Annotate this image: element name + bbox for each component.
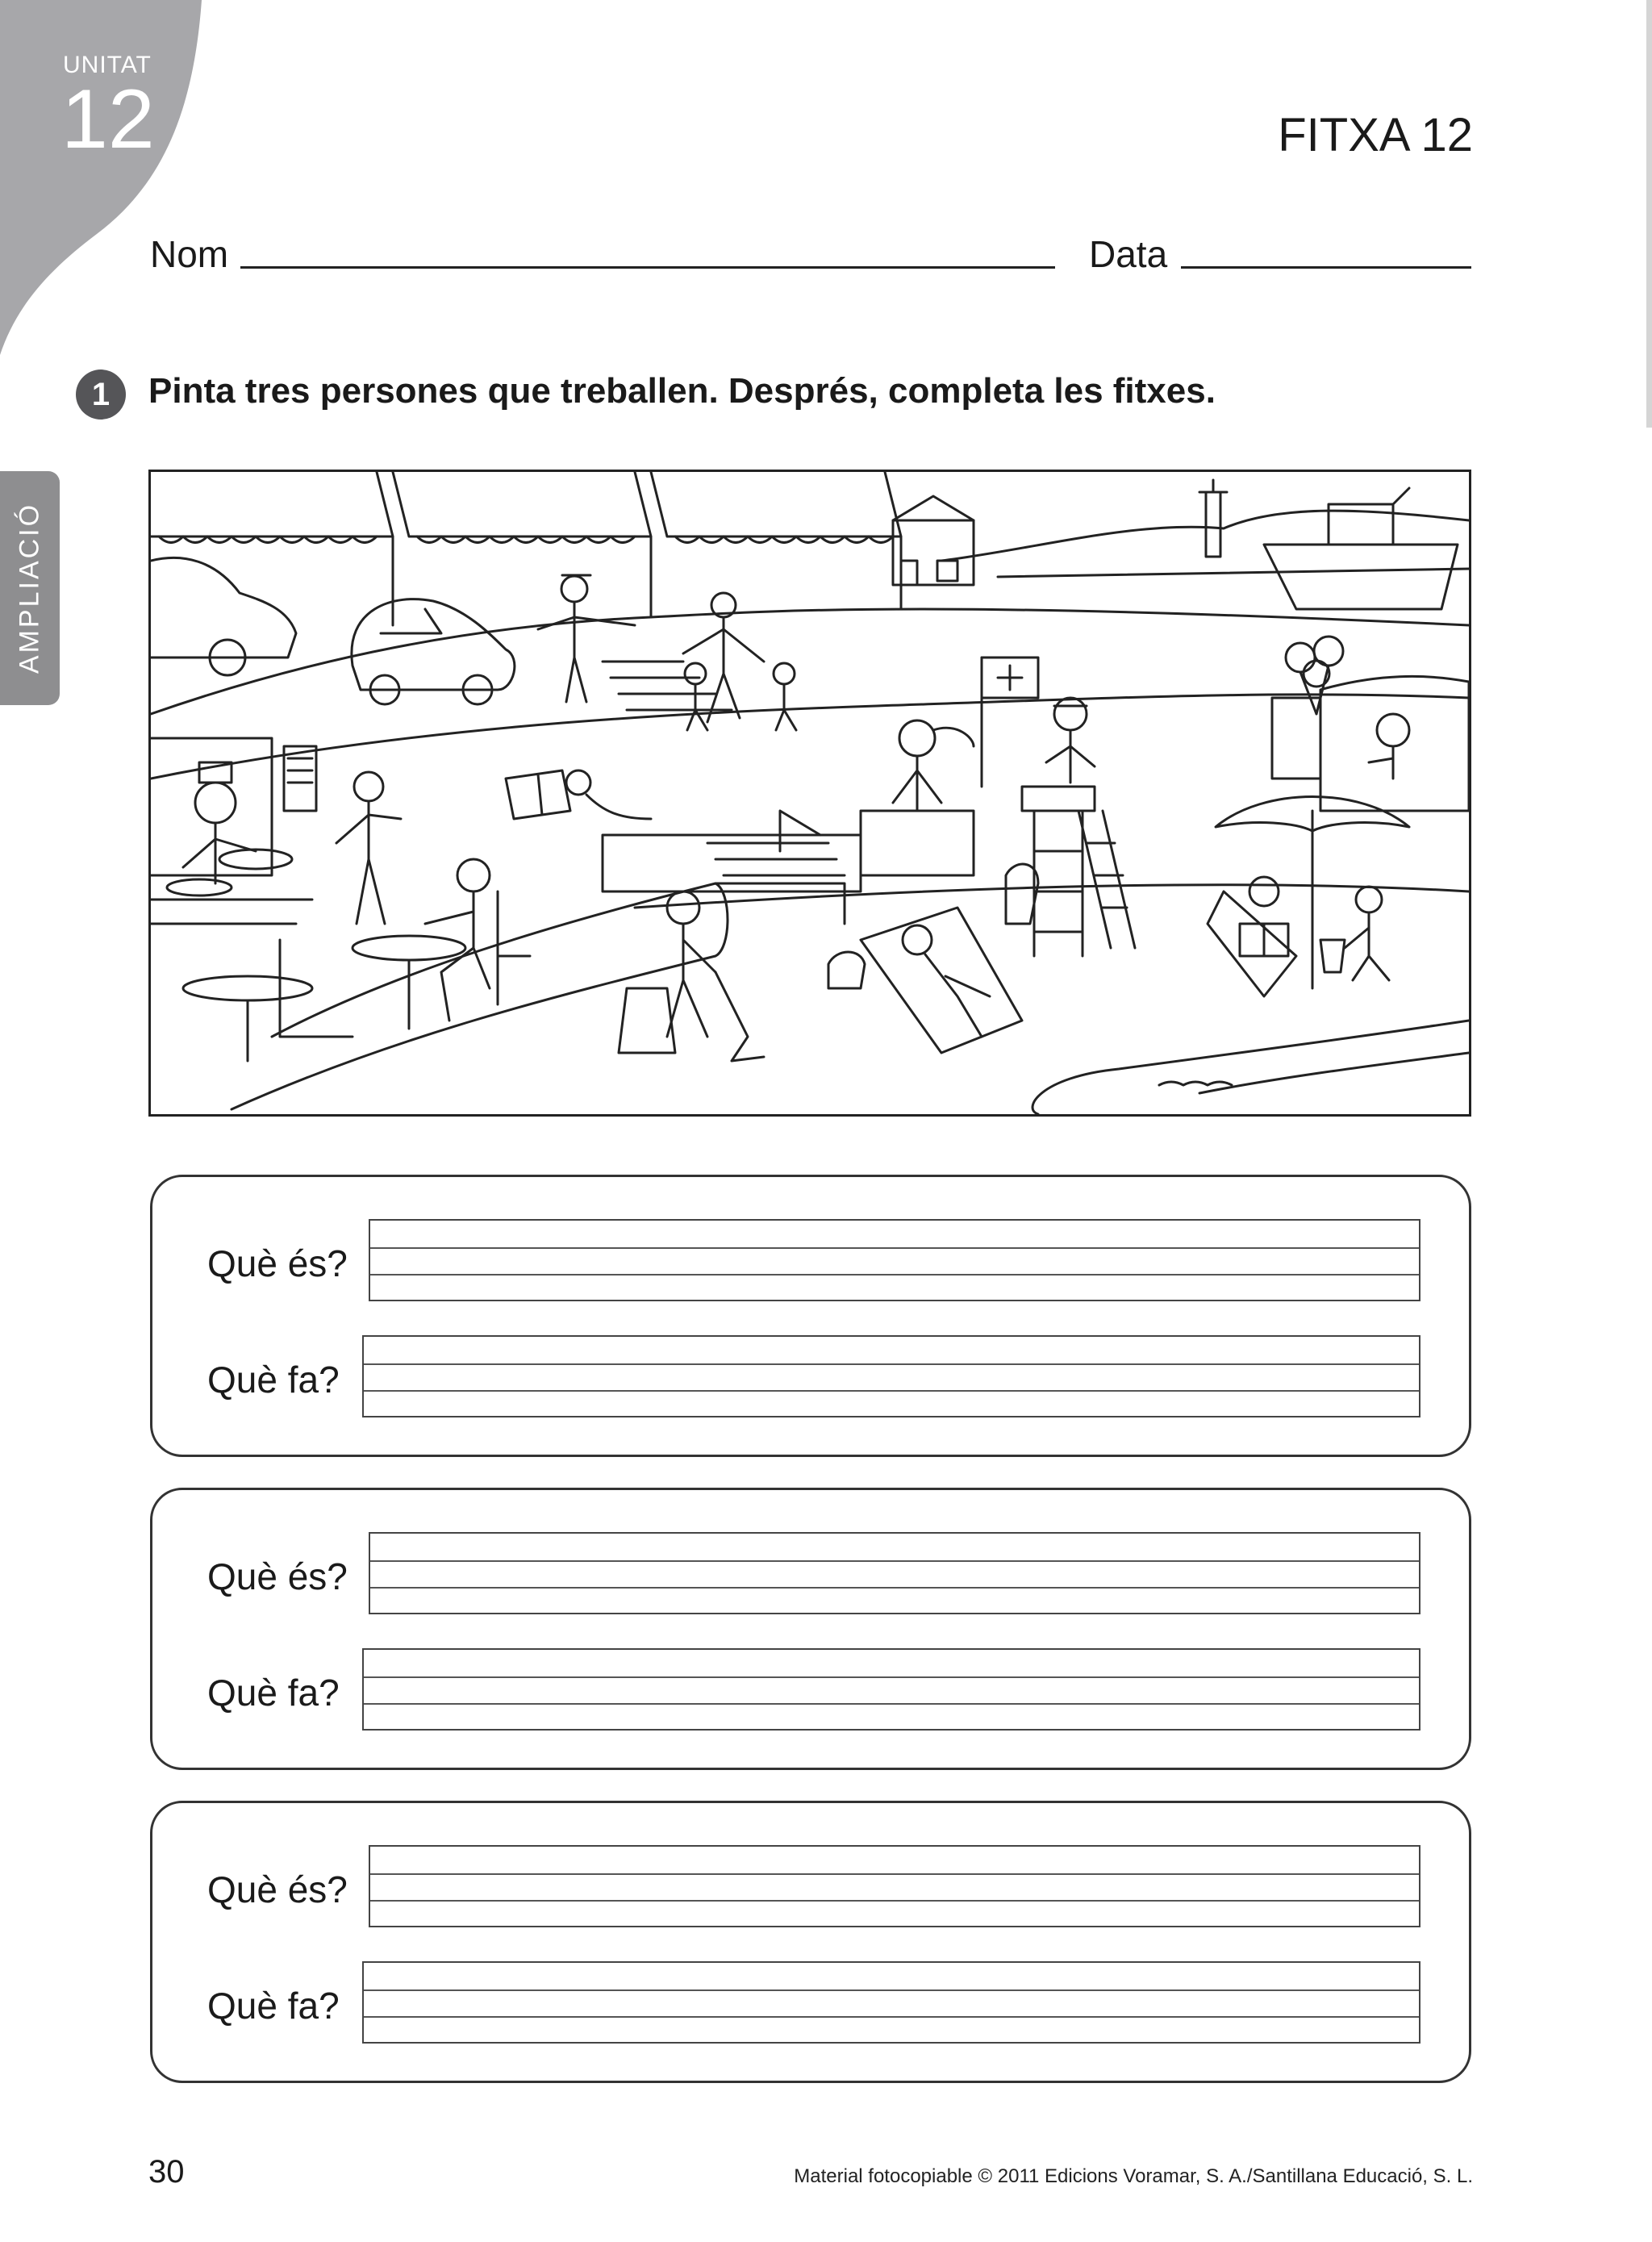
writing-rule: [364, 1363, 1419, 1365]
writing-rule: [370, 1873, 1419, 1875]
answer-card-1: [150, 1175, 1471, 1457]
ampliacio-side-tab: [0, 471, 60, 705]
writing-rule: [364, 2016, 1419, 2018]
answer-lines-what-is[interactable]: [369, 1845, 1420, 1927]
answer-lines-what-does[interactable]: [362, 1961, 1420, 2044]
answer-lines-what-does[interactable]: [362, 1648, 1420, 1731]
date-field[interactable]: [1181, 266, 1471, 269]
scene-drawing: [151, 472, 1469, 1114]
answer-lines-what-is[interactable]: [369, 1219, 1420, 1301]
question-what-does: Què fa?: [207, 1672, 340, 1714]
name-field[interactable]: [240, 266, 1055, 269]
name-label: Nom: [150, 233, 229, 275]
exercise-number-badge: 1: [76, 369, 126, 420]
answer-lines-what-does[interactable]: [362, 1335, 1420, 1417]
question-what-is: Què és?: [207, 1242, 348, 1284]
answer-lines-what-is[interactable]: [369, 1532, 1420, 1614]
writing-rule: [364, 1703, 1419, 1705]
question-what-does: Què fa?: [207, 1985, 340, 2027]
page-number: 30: [148, 2154, 185, 2190]
writing-rule: [370, 1247, 1419, 1249]
writing-rule: [370, 1274, 1419, 1275]
question-what-is: Què és?: [207, 1555, 348, 1597]
question-what-is: Què és?: [207, 1868, 348, 1910]
answer-card-2: [150, 1488, 1471, 1770]
side-tab-label: AMPLIACIÓ: [14, 502, 45, 674]
writing-rule: [364, 1676, 1419, 1678]
page-edge-strip: [1646, 0, 1652, 428]
writing-rule: [370, 1900, 1419, 1902]
writing-rule: [370, 1560, 1419, 1562]
exercise-instruction: Pinta tres persones que treballen. Després, completa les fitxes.: [148, 371, 1216, 411]
answer-card-3: [150, 1801, 1471, 2083]
unit-label: UNITAT: [63, 52, 152, 78]
beach-scene-illustration[interactable]: [148, 470, 1471, 1117]
sheet-title: FITXA 12: [1278, 109, 1473, 161]
writing-rule: [364, 1390, 1419, 1392]
writing-rule: [364, 1989, 1419, 1991]
writing-rule: [370, 1587, 1419, 1589]
date-label: Data: [1089, 233, 1168, 275]
unit-number: 12: [61, 73, 155, 166]
question-what-does: Què fa?: [207, 1359, 340, 1401]
copyright-notice: Material fotocopiable © 2011 Edicions Voramar, S. A./Santillana Educació, S. L.: [794, 2165, 1473, 2187]
